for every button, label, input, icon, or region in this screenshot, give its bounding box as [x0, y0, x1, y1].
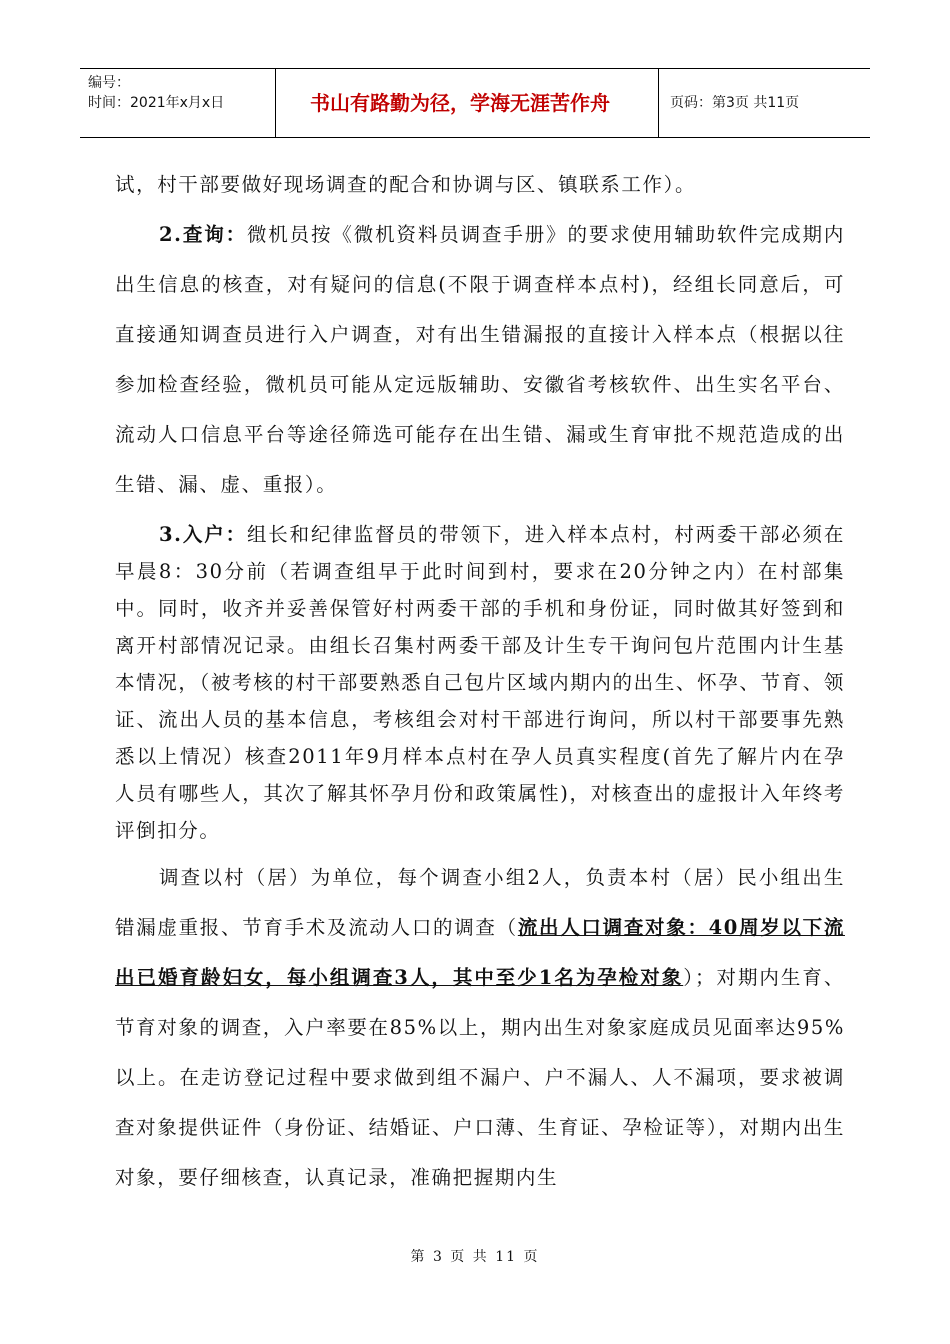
paragraph-text: 组长和纪律监督员的带领下，进入样本点村，村两委干部必须在早晨8：30分前（若调查组早于此时间到村，要求在20分钟之内）在村部集中。同时，收齐并妥善保管好村两委干部的手机和身份证，同时做其好签到和离开村部情况记录。由组长召集村两委干部及计生专干询问包片范围内计生基本情况，（被考核的村干部要熟悉自己包片区域内期内的出生、怀孕、节育、领证、流出人员的基本信息，考核组会对村干部进行询问，所以村干部要事先熟悉以上情况）核查2011年9月样本点村在孕人员真实程度(首先了解片内在孕人员有哪些人，其次了解其怀孕月份和政策属性)，对核查出的虚报计入年终考评倒扣分。 — [115, 523, 845, 842]
section-heading-query: 2.查询： — [159, 223, 247, 246]
paragraph-text: 微机员按《微机资料员调查手册》的要求使用辅助软件完成期内出生信息的核查，对有疑问的信息(不限于调查样本点村)，经组长同意后，可直接通知调查员进行入户调查，对有出生错漏报的直接计入样本点（根据以往参加检查经验，微机员可能从定远版辅助、安徽省考核软件、出生实名平台、流动人口信息平台等途径筛选可能存在出生错、漏或生育审批不规范造成的出生错、漏、虚、重报）。 — [115, 223, 845, 496]
header-divider — [658, 69, 659, 137]
paragraph-text: ）；对期内生育、节育对象的调查，入户率要在85%以上，期内出生对象家庭成员见面率达95%以上。在走访登记过程中要求做到组不漏户、户不漏人、人不漏项，要求被调查对象提供证件（身份证、结婚证、户口薄、生育证、孕检证等），对期内出生对象，要仔细核查，认真记录，准确把握期内生 — [115, 966, 845, 1189]
paragraph-survey — [115, 853, 845, 1203]
paragraph-household — [115, 516, 845, 849]
doc-date-label: 时间：2021年x月x日 — [88, 95, 225, 111]
emphasis-migrant-survey: 流出人口调查对象：40周岁以下流出已婚育龄妇女，每小组调查3人，其中至少1名为孕检对象 — [115, 916, 845, 989]
header-meta — [88, 73, 273, 113]
document-body — [115, 160, 845, 1203]
page-footer: 第 3 页 共 11 页 — [410, 1249, 540, 1265]
page-header — [80, 68, 870, 138]
paragraph-text: 调查以村（居）为单位，每个调查小组2人，负责本村（居）民小组出生错漏虚重报、节育手术及流动人口的调查（ — [115, 866, 845, 939]
header-divider — [275, 69, 276, 137]
section-heading-household: 3.入户： — [159, 523, 247, 546]
header-motto: 书山有路勤为径，学海无涯苦作舟 — [310, 91, 610, 115]
doc-number-label: 编号： — [88, 75, 130, 91]
paragraph-query — [115, 210, 845, 510]
header-page-info: 页码：第3页 共11页 — [670, 95, 800, 111]
paragraph-continuation: 试，村干部要做好现场调查的配合和协调与区、镇联系工作）。 — [115, 173, 697, 196]
